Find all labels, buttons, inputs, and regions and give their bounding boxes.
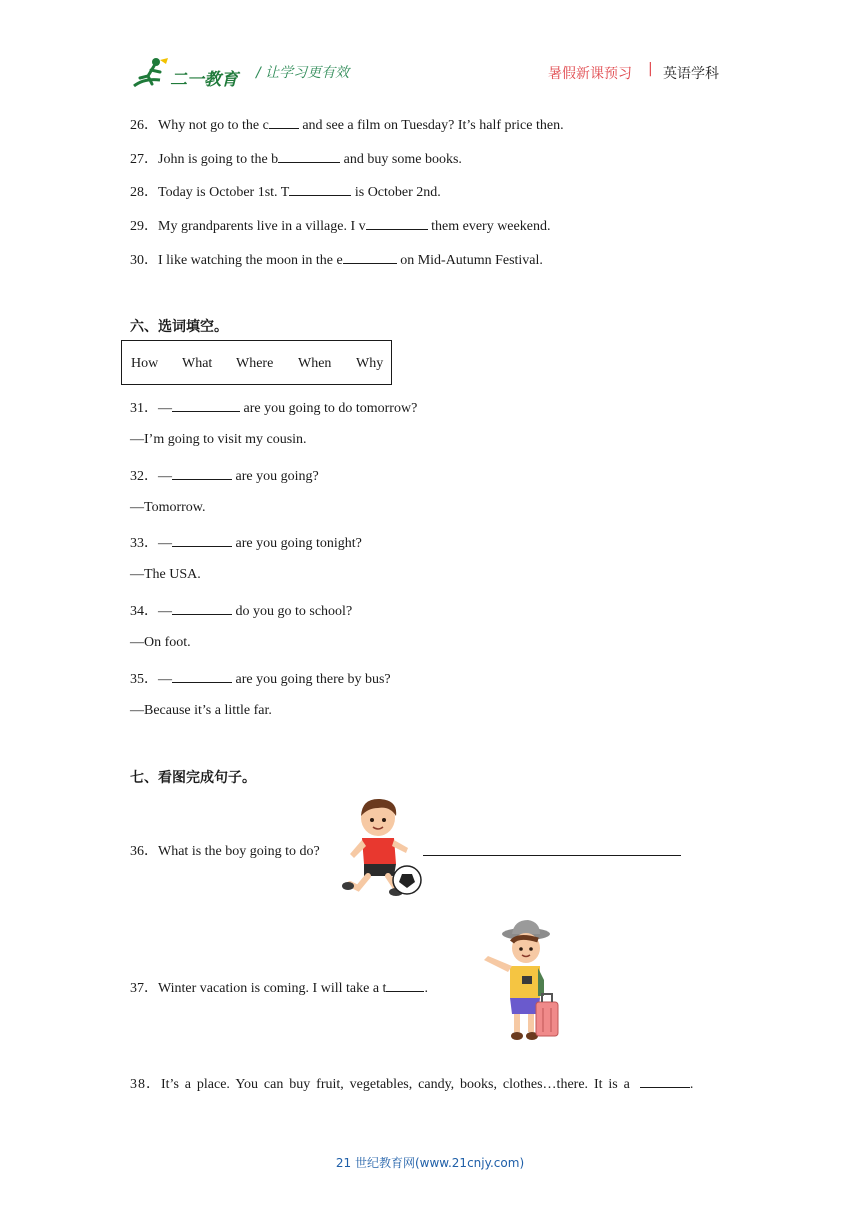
answer-blank[interactable] [172,397,240,412]
dash: — [158,401,172,416]
word-bank-item: What [182,356,213,371]
question-text-after: . [424,981,428,996]
question-27 [130,148,462,169]
question-26 [130,114,564,135]
question-number: 27． [130,152,158,167]
question-text: John is going to the b [158,152,279,167]
question-text: do you go to school? [232,604,353,619]
dash: — [158,604,172,619]
answer-blank[interactable] [269,114,299,129]
answer-blank[interactable] [172,668,232,683]
section-6-title: 六、选词填空。 [130,319,228,335]
question-text: What is the boy going to do? [158,844,320,859]
answer-blank[interactable] [366,215,428,230]
question-number: 26． [130,118,158,133]
traveler-boy-image [478,920,564,1048]
question-text-after: on Mid-Autumn Festival. [396,253,543,268]
answer-32: —Tomorrow. [130,500,206,515]
question-text-after: is October 2nd. [351,185,441,200]
header [0,0,860,100]
question-30 [130,249,543,270]
answer-blank[interactable] [172,465,232,480]
question-text: Why not go to the c [158,118,269,133]
question-text: are you going there by bus? [232,672,391,687]
question-text: Today is October 1st. T [158,185,290,200]
answer-blank[interactable] [343,249,397,264]
answer-33: —The USA. [130,567,201,582]
subject-label: 英语学科 [663,66,719,82]
slogan: / 让学习更有效 [256,65,350,81]
question-37 [130,977,428,998]
logo-text: 二一教育 [170,70,238,90]
question-31 [130,397,417,418]
question-number: 29． [130,219,158,234]
question-number: 37． [130,981,158,996]
question-number: 35． [130,672,158,687]
word-bank-item: When [298,356,332,371]
question-text: It’s a place. You can buy fruit, vegetables, candy, books, clothes…there. It is a [161,1077,630,1092]
question-34 [130,600,352,621]
question-number: 38． [130,1077,161,1092]
question-text: I like watching the moon in the e [158,253,343,268]
course-label: 暑假新课预习 [548,66,632,82]
word-bank-item: How [131,356,159,371]
footer-source: 21 世纪教育网(www.21cnjy.com) [335,1156,525,1170]
answer-35: —Because it’s a little far. [130,703,272,718]
question-33 [130,532,362,553]
answer-31: —I’m going to visit my cousin. [130,432,307,447]
question-number: 36． [130,844,158,859]
dash: — [158,536,172,551]
header-separator: | [648,61,653,77]
boy-playing-football-image [340,796,424,902]
question-number: 33． [130,536,158,551]
question-text: are you going? [232,469,319,484]
question-35 [130,668,391,689]
question-38 [130,1073,732,1094]
answer-blank[interactable] [386,977,424,992]
question-36 [130,843,320,861]
word-bank-box [121,340,392,385]
answer-blank[interactable] [278,148,340,163]
question-text-after: . [689,1077,694,1092]
question-number: 28． [130,185,158,200]
answer-34: —On foot. [130,635,191,650]
dash: — [158,672,172,687]
question-28 [130,181,441,202]
word-bank-item: Why [356,356,384,371]
question-text-after: and buy some books. [340,152,462,167]
question-number: 34． [130,604,158,619]
question-number: 32． [130,469,158,484]
question-text-after: and see a film on Tuesday? It’s half price then. [298,118,564,133]
question-text: are you going to do tomorrow? [240,401,418,416]
question-number: 30． [130,253,158,268]
word-bank-item: Where [236,356,274,371]
answer-blank[interactable] [172,600,232,615]
section-7-title: 七、看图完成句子。 [130,770,256,786]
runner-logo-icon [130,56,170,90]
dash: — [158,469,172,484]
question-text-after: them every weekend. [427,219,551,234]
answer-line-36[interactable] [423,855,681,856]
question-32 [130,465,319,486]
question-29 [130,215,550,236]
question-number: 31． [130,401,158,416]
question-text: My grandparents live in a village. I v [158,219,366,234]
answer-blank[interactable] [172,532,232,547]
answer-blank[interactable] [640,1073,690,1088]
question-text: Winter vacation is coming. I will take a t [158,981,387,996]
question-text: are you going tonight? [232,536,362,551]
answer-blank[interactable] [289,181,351,196]
